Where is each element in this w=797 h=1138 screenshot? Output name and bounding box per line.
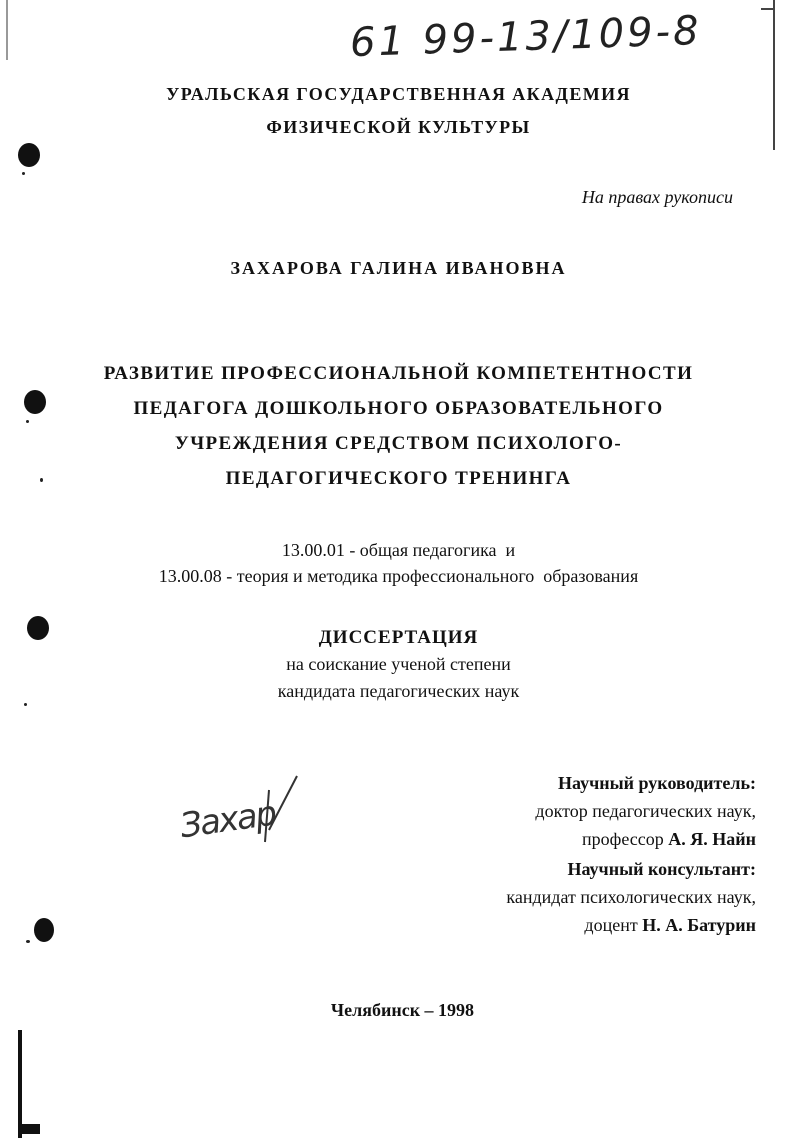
consultant-title-name (584, 910, 756, 940)
title-line-3: УЧРЕЖДЕНИЯ СРЕДСТВОМ ПСИХОЛОГО- (174, 433, 623, 454)
scan-edge-top-right (761, 8, 775, 10)
handwritten-signature: Захар (177, 793, 278, 847)
specialty-line-1: 13.00.01 - общая педагогика и (281, 540, 516, 560)
signature-stroke (255, 770, 305, 850)
document-type-heading: ДИССЕРТАЦИЯ (318, 627, 479, 648)
supervisor-name: А. Я. Найн (668, 829, 756, 849)
scan-speck (26, 420, 29, 423)
title-line-2: ПЕДАГОГА ДОШКОЛЬНОГО ОБРАЗОВАТЕЛЬНОГО (133, 398, 664, 419)
consultant-title: доцент (584, 915, 638, 935)
punch-hole-1 (18, 143, 40, 167)
manuscript-note: На правах рукописи (581, 187, 733, 207)
scan-edge-left-bar-foot (18, 1124, 40, 1134)
supervisor-label: Научный руководитель: (558, 773, 756, 793)
title-line-1: РАЗВИТИЕ ПРОФЕССИОНАЛЬНОЙ КОМПЕТЕНТНОСТИ (103, 363, 694, 384)
scan-speck (22, 172, 25, 175)
specialty-line-2: 13.00.08 - теория и методика профессионального образования (158, 566, 639, 586)
place-year: Челябинск – 1998 (330, 1000, 475, 1020)
punch-hole-4 (34, 918, 54, 942)
consultant-label: Научный консультант: (567, 859, 756, 879)
supervisor-title: профессор (582, 829, 664, 849)
degree-line-1: на соискание ученой степени (286, 654, 511, 674)
institution-line-1: УРАЛЬСКАЯ ГОСУДАРСТВЕННАЯ АКАДЕМИЯ (166, 84, 631, 104)
scan-edge-left-bar (18, 1030, 22, 1138)
scan-edge-left-top (6, 0, 8, 60)
supervisor-title-name (582, 824, 756, 854)
scan-speck (24, 703, 27, 706)
title-line-4: ПЕДАГОГИЧЕСКОГО ТРЕНИНГА (225, 468, 572, 489)
scan-speck (26, 940, 30, 943)
consultant-degree: кандидат психологических наук, (506, 887, 756, 907)
archive-mark: 61 99-13/109-8 (349, 7, 703, 67)
author-name: ЗАХАРОВА ГАЛИНА ИВАНОВНА (230, 258, 567, 278)
degree-line-2: кандидата педагогических наук (277, 681, 520, 701)
consultant-name: Н. А. Батурин (642, 915, 756, 935)
institution-line-2: ФИЗИЧЕСКОЙ КУЛЬТУРЫ (266, 117, 531, 137)
supervisor-degree: доктор педагогических наук, (535, 801, 756, 821)
